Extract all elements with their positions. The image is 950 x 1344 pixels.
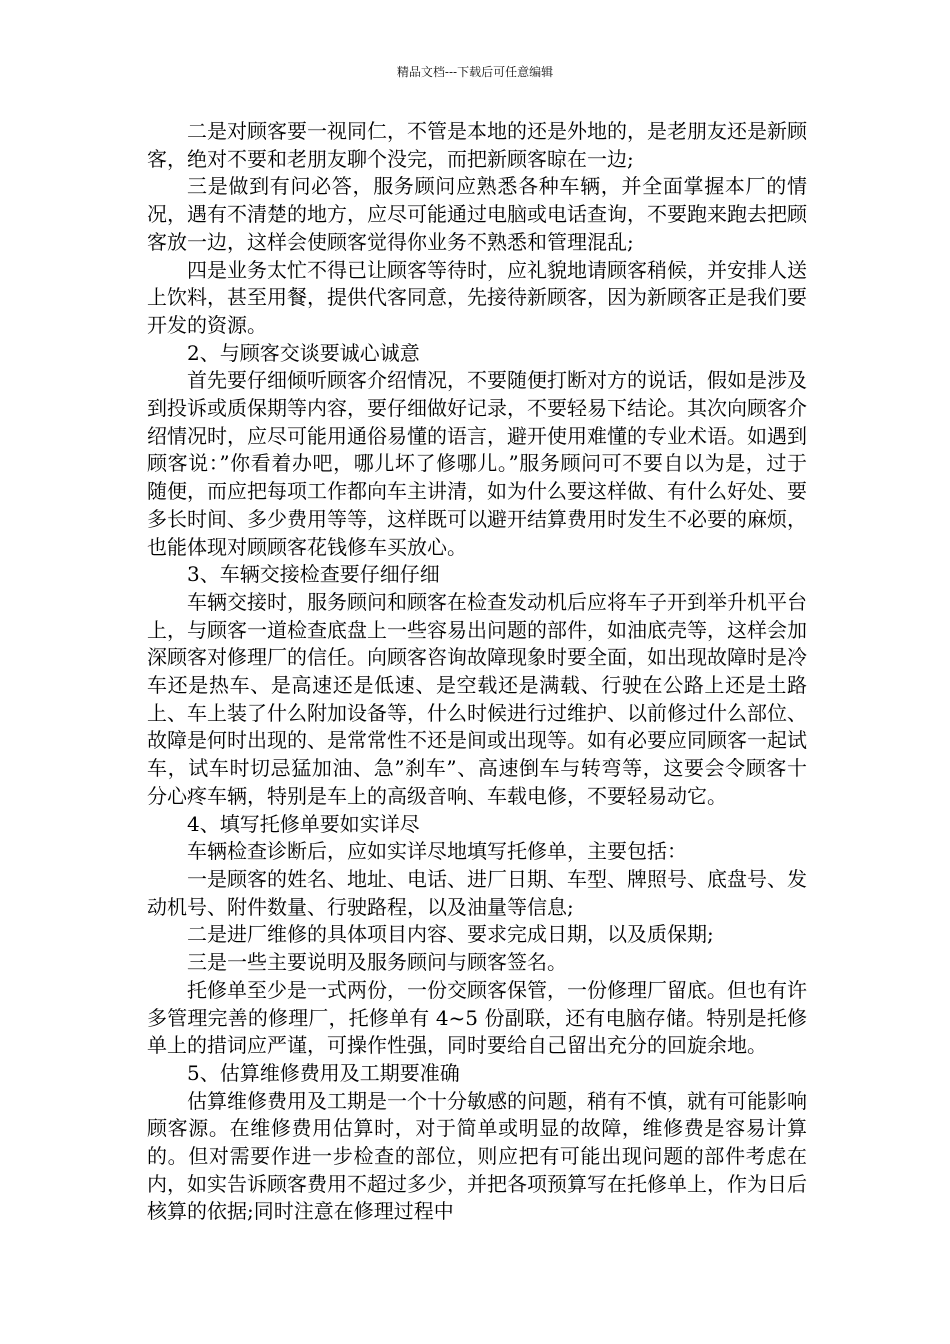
page-header: 精品文档---下载后可任意编辑: [396, 65, 554, 79]
body-paragraph: 估算维修费用及工期是一个十分敏感的问题，稍有不慎，就有可能影响顾客源。在维修费用估算时，对于简单或明显的故障，维修费是容易计算的。但对需要作进一步检查的部位，则应把有可能出现问题的部件考虑在内，如实告诉顾客费用不超过多少，并把各项预算写在托修单上，作为日后核算的依据;同时注意在修理过程中: [147, 1088, 807, 1224]
body-paragraph: 三是一些主要说明及服务顾问与顾客签名。: [187, 950, 567, 975]
section-heading: 5、估算维修费用及工期要准确: [187, 1060, 460, 1085]
body-paragraph: 二是对顾客要一视同仁，不管是本地的还是外地的，是老朋友还是新顾客，绝对不要和老朋友聊个没完，而把新顾客晾在一边;: [147, 119, 807, 171]
section-heading: 4、填写托修单要如实详尽: [187, 811, 420, 836]
section-heading: 3、车辆交接检查要仔细仔细: [187, 562, 440, 587]
body-paragraph: 车辆检查诊断后，应如实详尽地填写托修单，主要包括：: [187, 839, 687, 864]
section-heading: 2、与顾客交谈要诚心诚意: [187, 340, 420, 365]
body-paragraph: 首先要仔细倾听顾客介绍情况，不要随便打断对方的说话，假如是涉及到投诉或质保期等内容，要仔细做好记录，不要轻易下结论。其次向顾客介绍情况时，应尽可能用通俗易懂的语言，避开使用难懂的专业术语。如遇到顾客说：”你看着办吧，哪儿坏了修哪儿。”服务顾问可不要自以为是，过于随便，而应把每项工作都向车主讲清，如为什么要这样做、有什么好处、要多长时间、多少费用等等，这样既可以避开结算费用时发生不必要的麻烦，也能体现对顾顾客花钱修车买放心。: [147, 368, 807, 559]
body-paragraph: 一是顾客的姓名、地址、电话、进厂日期、车型、牌照号、底盘号、发动机号、附件数量、行驶路程，以及油量等信息;: [147, 866, 807, 919]
body-paragraph: 车辆交接时，服务顾问和顾客在检查发动机后应将车子开到举升机平台上，与顾客一道检查底盘上一些容易出问题的部件，如油底壳等，这样会加深顾客对修理厂的信任。向顾客咨询故障现象时要全面，如出现故障时是冷车还是热车、是高速还是低速、是空载还是满载、行驶在公路上还是土路上、车上装了什么附加设备等，什么时候进行过维护、以前修过什么部位、故障是何时出现的、是常常性不还是间或出现等。如有必要应同顾客一起试车，试车时切忌猛加油、急”刹车”、高速倒车与转弯等，这要会令顾客十分心疼车辆，特别是车上的高级音响、车载电修，不要轻易动它。: [147, 589, 807, 808]
document-body: [147, 118, 807, 1226]
body-paragraph: 四是业务太忙不得已让顾客等待时，应礼貌地请顾客稍候，并安排人送上饮料，甚至用餐，提供代客同意，先接待新顾客，因为新顾客正是我们要开发的资源。: [147, 257, 807, 337]
body-paragraph: 二是进厂维修的具体项目内容、要求完成日期，以及质保期;: [187, 922, 714, 947]
body-paragraph: 三是做到有问必答，服务顾问应熟悉各种车辆，并全面掌握本厂的情况，遇有不清楚的地方，应尽可能通过电脑或电话查询，不要跑来跑去把顾客放一边，这样会使顾客觉得你业务不熟悉和管理混乱;: [147, 174, 807, 254]
body-paragraph: 托修单至少是一式两份，一份交顾客保管，一份修理厂留底。但也有许多管理完善的修理厂，托修单有 4~5 份副联，还有电脑存储。特别是托修单上的措词应严谨，可操作性强，同时要给自己留出充分的回旋余地。: [147, 977, 807, 1058]
